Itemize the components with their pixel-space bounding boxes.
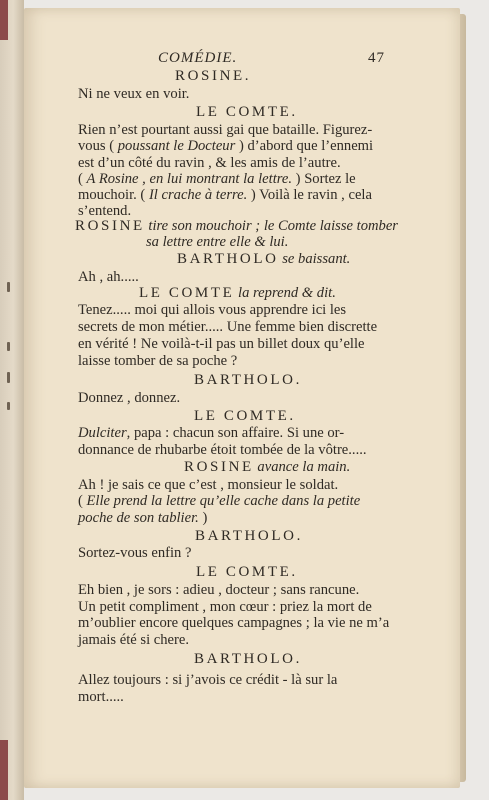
text-line	[78, 582, 359, 598]
text-line	[194, 651, 302, 667]
stage-direction: A Rosine , en lui montrant la lettre.	[86, 171, 293, 187]
dialogue-text: donnance de rhubarbe étoit tombée de la vôtre.....	[78, 442, 367, 458]
dialogue-text: jamais été si chere.	[78, 632, 190, 648]
speaker-name: ROSINE.	[175, 68, 252, 84]
stage-direction: se baissant.	[278, 251, 351, 267]
dialogue-text: Allez toujours : si j’avois ce crédit - là sur la	[78, 672, 338, 688]
dialogue-text: Ah ! je sais ce que c’est , monsieur le soldat.	[78, 477, 339, 493]
page-number: 47	[368, 50, 385, 66]
text-line	[146, 234, 288, 250]
text-line	[78, 86, 189, 102]
text-line	[78, 689, 124, 705]
dialogue-text: Ah , ah.....	[78, 269, 139, 285]
text-line	[78, 155, 341, 171]
text-line	[78, 425, 344, 441]
text-line	[78, 615, 389, 631]
text-line	[78, 599, 372, 615]
text-line	[78, 319, 377, 335]
text-line	[175, 68, 251, 84]
stage-direction: sa lettre entre elle & lui.	[146, 234, 289, 250]
facing-page-ink-marks	[3, 0, 21, 800]
text-line	[196, 104, 298, 120]
text-line	[139, 285, 336, 301]
speaker-name: BARTHOLO	[177, 251, 279, 267]
speaker-name: ROSINE	[184, 459, 254, 475]
speaker-name: BARTHOLO.	[194, 651, 302, 667]
dialogue-text: Un petit compliment , mon cœur : priez la mort de	[78, 599, 372, 615]
text-line	[75, 218, 398, 234]
text-line	[78, 390, 180, 406]
text-line	[78, 187, 372, 203]
dialogue-text: en vérité ! Ne voilà-t-il pas un billet doux qu’elle	[78, 336, 365, 352]
text-line	[78, 138, 373, 154]
text-line	[78, 672, 337, 688]
dialogue-text: Rien n’est pourtant aussi gai que bataille. Figurez-	[78, 122, 373, 138]
dialogue-text: laisse tomber de sa poche ?	[78, 353, 238, 369]
text-line	[78, 545, 191, 561]
stage-direction: Il crache à terre.	[148, 187, 248, 203]
text-line	[177, 251, 350, 267]
dialogue-text: Ni ne veux en voir.	[78, 86, 190, 102]
dialogue-text: vous (	[78, 138, 118, 154]
text-line	[78, 336, 365, 352]
text-line	[195, 528, 303, 544]
dialogue-text: mort.....	[78, 689, 124, 705]
stage-direction: poche de son tablier.	[78, 510, 199, 526]
dialogue-text: ) d’abord que l’ennemi	[235, 138, 374, 154]
text-line	[78, 442, 367, 458]
text-line	[78, 122, 372, 138]
text-line	[78, 493, 360, 509]
dialogue-text: (	[78, 171, 87, 187]
dialogue-text: secrets de mon métier..... Une femme bien discrette	[78, 319, 378, 335]
speaker-name: LE COMTE	[139, 285, 235, 301]
stage-direction: poussant le Docteur	[117, 138, 236, 154]
dialogue-text: m’oublier encore quelques campagnes ; la vie ne m’a	[78, 615, 390, 631]
speaker-name: LE COMTE.	[196, 564, 298, 580]
text-line	[78, 203, 131, 219]
dialogue-text: Tenez..... moi qui allois vous apprendre ici les	[78, 302, 347, 318]
dialogue-text: ) Voilà le ravin , cela	[247, 187, 372, 203]
text-line	[78, 171, 356, 187]
running-head: COMÉDIE.	[158, 50, 238, 66]
dialogue-text: s’entend.	[78, 203, 132, 219]
dialogue-text: mouchoir. (	[78, 187, 149, 203]
page-text-block	[24, 0, 460, 780]
dialogue-text: )	[198, 510, 208, 526]
text-line	[196, 564, 298, 580]
dialogue-text: ) Sortez le	[292, 171, 356, 187]
speaker-name: BARTHOLO.	[195, 528, 303, 544]
stage-direction: avance la main.	[253, 459, 351, 475]
text-line	[184, 459, 350, 475]
dialogue-text: Donnez , donnez.	[78, 390, 181, 406]
text-line	[78, 632, 189, 648]
stage-direction: Dulciter	[78, 425, 127, 441]
dialogue-text: Eh bien , je sors : adieu , docteur ; sans rancune.	[78, 582, 360, 598]
stage-direction: la reprend & dit.	[234, 285, 336, 301]
dialogue-text: Sortez-vous enfin ?	[78, 545, 192, 561]
speaker-name: LE COMTE.	[196, 104, 298, 120]
dialogue-text: (	[78, 493, 87, 509]
speaker-name: BARTHOLO.	[194, 372, 302, 388]
dialogue-text: est d’un côté du ravin , & les amis de l’autre.	[78, 155, 341, 171]
text-line	[78, 302, 346, 318]
speaker-name: LE COMTE.	[194, 408, 296, 424]
text-line	[194, 408, 296, 424]
speaker-name: ROSINE	[75, 218, 145, 234]
text-line	[78, 269, 139, 285]
stage-direction: tire son mouchoir ; le Comte laisse tomber	[144, 218, 398, 234]
text-line	[78, 477, 338, 493]
stage-direction: Elle prend la lettre qu’elle cache dans la petite	[86, 493, 361, 509]
dialogue-text: , papa : chacun son affaire. Si une or-	[126, 425, 345, 441]
text-line	[194, 372, 302, 388]
text-line	[78, 353, 237, 369]
text-line	[78, 510, 207, 526]
